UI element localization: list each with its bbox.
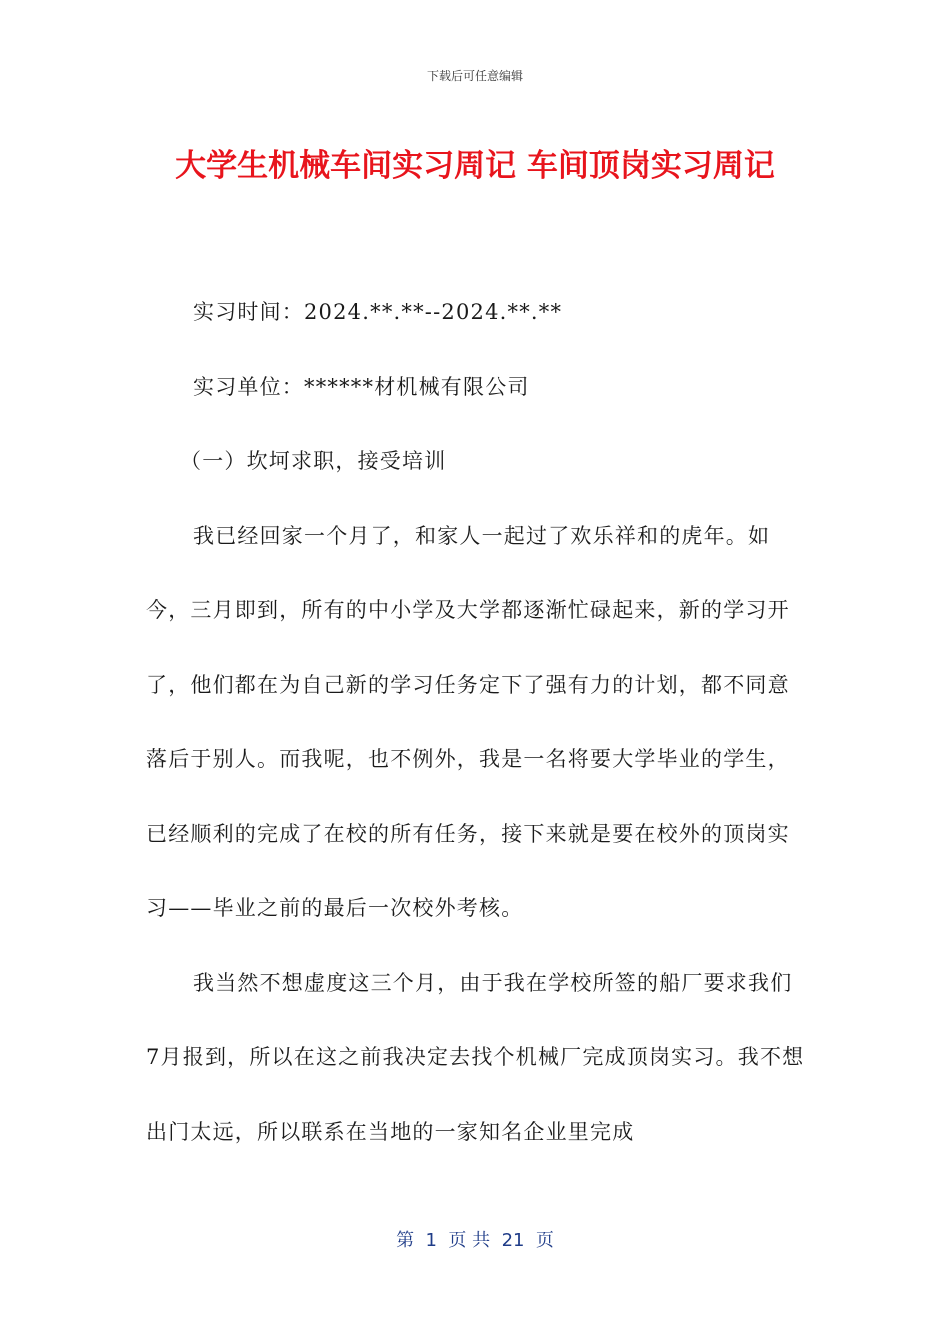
page-footer: 第 1 页 共 21 页 xyxy=(396,1230,554,1251)
section-heading: （一）坎坷求职，接受培训 xyxy=(180,449,447,473)
paragraph-body-2: 我当然不想虚度这三个月，由于我在学校所签的船厂要求我们7月报到，所以在这之前我决定去找个机械厂完成顶岗实习。我不想出门太远，所以联系在当地的一家知名企业里完成 xyxy=(146,970,805,1144)
header-note: 下载后可任意编辑 xyxy=(426,69,523,83)
document-body xyxy=(146,275,806,1169)
paragraph-internship-unit: 实习单位：******材机械有限公司 xyxy=(193,374,530,399)
paragraph-internship-time: 实习时间：2024.**.**--2024.**.** xyxy=(193,300,563,324)
document-title: 大学生机械车间实习周记 车间顶岗实习周记 xyxy=(175,148,775,184)
paragraph-body-1: 我已经回家一个月了，和家人一起过了欢乐祥和的虎年。如今，三月即到，所有的中小学及大学都逐渐忙碌起来，新的学习开了，他们都在为自己新的学习任务定下了强有力的计划，都不同意落后于别人。而我呢，也不例外，我是一名将要大学毕业的学生，已经顺利的完成了在校的所有任务，接下来就是要在校外的顶岗实习——毕业之前的最后一次校外考核。 xyxy=(146,523,790,920)
